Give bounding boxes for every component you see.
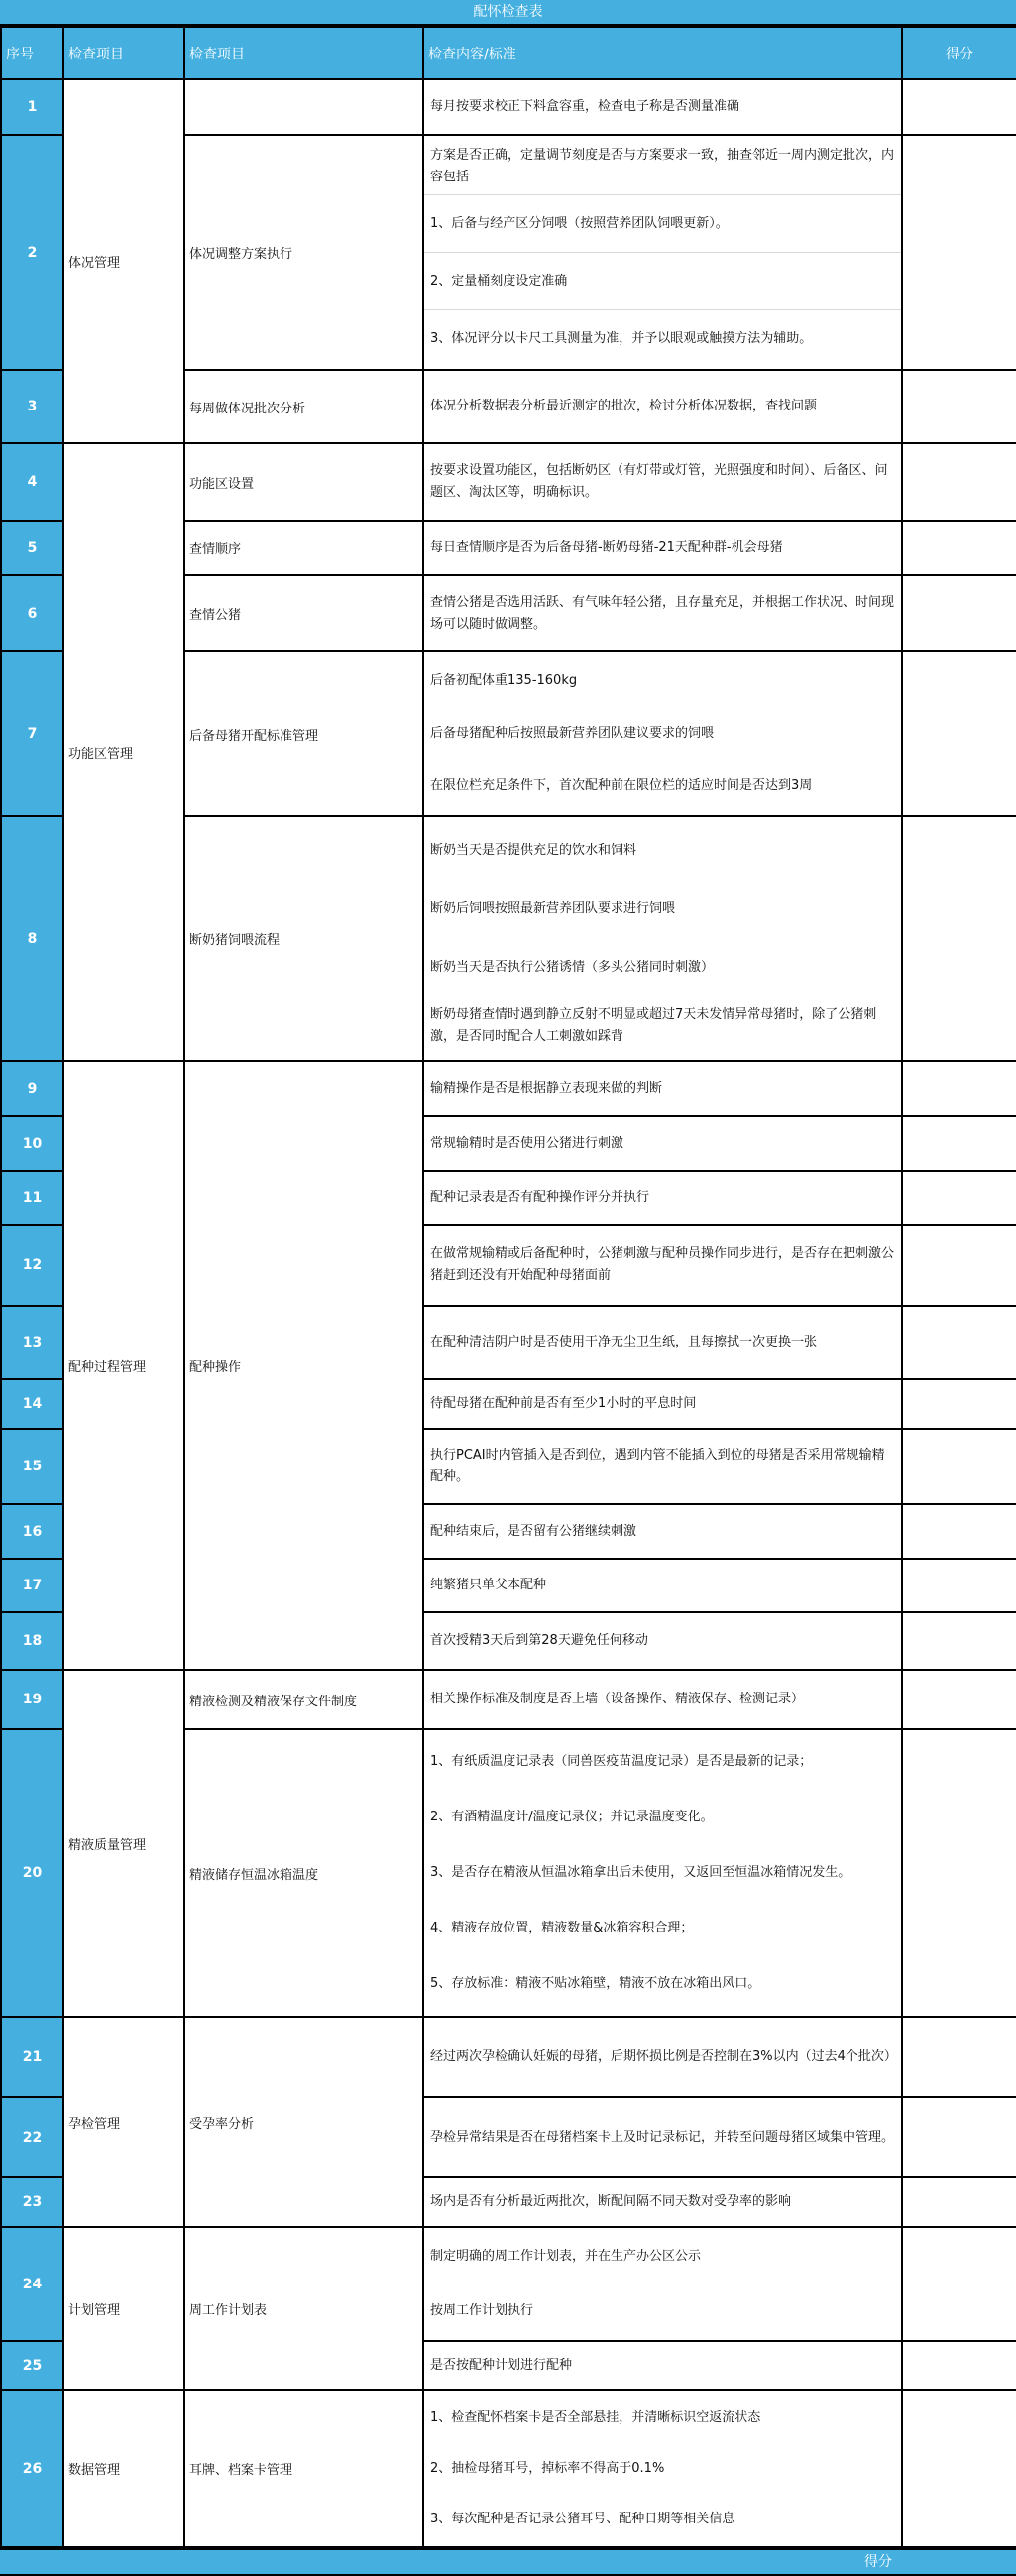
item-cell: 功能区设置 bbox=[184, 443, 423, 521]
content-cell bbox=[423, 575, 902, 651]
row-number: 26 bbox=[1, 2390, 63, 2547]
content-cell bbox=[423, 2017, 902, 2097]
content-line: 配种记录表是否有配种操作评分并执行 bbox=[430, 1190, 650, 1205]
content-cell bbox=[423, 1559, 902, 1612]
row-number: 20 bbox=[1, 1729, 63, 2017]
header-row bbox=[1, 27, 1016, 79]
category-cell: 数据管理 bbox=[63, 2390, 184, 2547]
content-cell bbox=[423, 651, 902, 816]
content-line: 断奶当天是否执行公猪诱情（多头公猪同时刺激） bbox=[430, 960, 715, 975]
score-cell[interactable] bbox=[902, 521, 1016, 575]
category-cell: 体况管理 bbox=[63, 79, 184, 443]
row-number: 19 bbox=[1, 1670, 63, 1729]
content-line: 待配母猪在配种前是否有至少1小时的平息时间 bbox=[430, 1396, 697, 1411]
score-cell[interactable] bbox=[902, 443, 1016, 521]
content-line: 场内是否有分析最近两批次，断配间隔不同天数对受孕率的影响 bbox=[430, 2194, 792, 2209]
score-cell[interactable] bbox=[902, 1225, 1016, 1306]
content-line: 常规输精时是否使用公猪进行刺激 bbox=[430, 1135, 624, 1151]
row-number: 7 bbox=[1, 651, 63, 816]
content-line: 后备母猪配种后按照最新营养团队建议要求的饲喂 bbox=[430, 726, 715, 741]
content-line: 5、存放标准：精液不贴冰箱壁，精液不放在冰箱出风口。 bbox=[430, 1976, 761, 1991]
score-cell[interactable] bbox=[902, 1559, 1016, 1612]
category-cell: 精液质量管理 bbox=[63, 1670, 184, 2017]
row-number: 18 bbox=[1, 1612, 63, 1670]
header-content: 检查内容/标准 bbox=[423, 27, 902, 79]
category-cell: 配种过程管理 bbox=[63, 1061, 184, 1670]
content-cell bbox=[423, 1429, 902, 1504]
content-line: 1、有纸质温度记录表（同兽医疫苗温度记录）是否是最新的记录； bbox=[430, 1754, 813, 1769]
header-score: 得分 bbox=[902, 27, 1016, 79]
row-number: 24 bbox=[1, 2227, 63, 2341]
score-cell[interactable] bbox=[902, 1306, 1016, 1379]
row-number: 11 bbox=[1, 1171, 63, 1225]
sheet-title: 配怀检查表 bbox=[0, 0, 1016, 26]
row-number: 17 bbox=[1, 1559, 63, 1612]
row-number: 16 bbox=[1, 1504, 63, 1559]
item-cell: 查情公猪 bbox=[184, 575, 423, 651]
score-cell[interactable] bbox=[902, 135, 1016, 370]
row-number: 8 bbox=[1, 816, 63, 1061]
content-line: 2、有酒精温度计/温度记录仪；并记录温度变化。 bbox=[430, 1810, 714, 1824]
header-item: 检查项目 bbox=[184, 27, 423, 79]
table-body bbox=[1, 79, 1016, 2547]
score-cell[interactable] bbox=[902, 575, 1016, 651]
content-cell bbox=[423, 1670, 902, 1729]
score-cell[interactable] bbox=[902, 816, 1016, 1061]
item-cell: 每周做体况批次分析 bbox=[184, 370, 423, 443]
score-cell[interactable] bbox=[902, 1670, 1016, 1729]
content-line: 按要求设置功能区，包括断奶区（有灯带或灯管，光照强度和时间）、后备区、问题区、淘汰区等，明确标识。 bbox=[430, 463, 888, 500]
content-cell bbox=[423, 370, 902, 443]
content-cell bbox=[423, 1116, 902, 1171]
score-cell[interactable] bbox=[902, 1504, 1016, 1559]
content-line: 在配种清洁阴户时是否使用干净无尘卫生纸，且每擦拭一次更换一张 bbox=[430, 1335, 818, 1349]
content-cell bbox=[423, 2177, 902, 2227]
row-number: 21 bbox=[1, 2017, 63, 2097]
row-number: 1 bbox=[1, 79, 63, 135]
content-cell bbox=[423, 1504, 902, 1559]
content-line: 输精操作是否是根据静立表现来做的判断 bbox=[430, 1081, 663, 1096]
item-cell: 耳牌、档案卡管理 bbox=[184, 2390, 423, 2547]
table-row bbox=[1, 2390, 1016, 2547]
content-line: 每月按要求校正下料盒容重，检查电子称是否测量准确 bbox=[430, 99, 740, 114]
row-number: 25 bbox=[1, 2341, 63, 2390]
content-line: 孕检异常结果是否在母猪档案卡上及时记录标记，并转至问题母猪区域集中管理。 bbox=[430, 2129, 895, 2145]
content-line: 断奶母猪查情时遇到静立反射不明显或超过7天未发情异常母猪时，除了公猪刺激，是否同时配合人工刺激如踩背 bbox=[430, 1007, 877, 1044]
content-cell bbox=[423, 2390, 902, 2547]
content-cell bbox=[423, 2341, 902, 2390]
content-cell bbox=[423, 135, 902, 370]
score-cell[interactable] bbox=[902, 79, 1016, 135]
header-category: 检查项目 bbox=[63, 27, 184, 79]
content-line: 查情公猪是否选用活跃、有气味年轻公猪，且存量充足，并根据工作状况、时间现场可以随时做调整。 bbox=[430, 594, 895, 632]
score-cell[interactable] bbox=[902, 2227, 1016, 2341]
item-cell: 断奶猪饲喂流程 bbox=[184, 816, 423, 1061]
row-number: 4 bbox=[1, 443, 63, 521]
content-cell bbox=[423, 1612, 902, 1670]
item-cell: 查情顺序 bbox=[184, 521, 423, 575]
row-number: 12 bbox=[1, 1225, 63, 1306]
content-line: 3、体况评分以卡尺工具测量为准，并予以眼观或触摸方法为辅助。 bbox=[424, 309, 901, 367]
content-line: 制定明确的周工作计划表，并在生产办公区公示 bbox=[430, 2249, 702, 2264]
row-number: 6 bbox=[1, 575, 63, 651]
content-line: 3、每次配种是否记录公猪耳号、配种日期等相关信息 bbox=[430, 2511, 735, 2526]
content-line: 3、是否存在精液从恒温冰箱拿出后未使用，又返回至恒温冰箱情况发生。 bbox=[430, 1865, 851, 1880]
content-cell bbox=[423, 1171, 902, 1225]
category-cell: 计划管理 bbox=[63, 2227, 184, 2390]
content-line: 1、检查配怀档案卡是否全部悬挂，并清晰标识空返流状态 bbox=[430, 2409, 761, 2425]
content-cell bbox=[423, 816, 902, 1061]
content-cell bbox=[423, 1306, 902, 1379]
table-row bbox=[1, 1061, 1016, 1116]
content-cell bbox=[423, 1061, 902, 1116]
row-number: 15 bbox=[1, 1429, 63, 1504]
item-cell: 受孕率分析 bbox=[184, 2017, 423, 2227]
category-cell: 功能区管理 bbox=[63, 443, 184, 1061]
content-line: 每日查情顺序是否为后备母猪-断奶母猪-21天配种群-机会母猪 bbox=[430, 539, 783, 555]
score-cell[interactable] bbox=[902, 2390, 1016, 2547]
category-cell: 孕检管理 bbox=[63, 2017, 184, 2227]
row-number: 5 bbox=[1, 521, 63, 575]
table-row bbox=[1, 2017, 1016, 2097]
row-number: 14 bbox=[1, 1379, 63, 1429]
score-cell[interactable] bbox=[902, 1612, 1016, 1670]
footer-score-label: 得分 bbox=[864, 2554, 892, 2570]
content-line: 配种结束后，是否留有公猪继续刺激 bbox=[430, 1523, 637, 1539]
score-cell[interactable] bbox=[902, 1116, 1016, 1171]
score-cell[interactable] bbox=[902, 2017, 1016, 2097]
content-line: 在限位栏充足条件下，首次配种前在限位栏的适应时间是否达到3周 bbox=[430, 778, 813, 793]
table-row bbox=[1, 443, 1016, 521]
score-cell[interactable] bbox=[902, 1429, 1016, 1504]
item-cell: 配种操作 bbox=[184, 1061, 423, 1670]
content-line: 体况分析数据表分析最近测定的批次，检讨分析体况数据，查找问题 bbox=[430, 399, 818, 413]
row-number: 22 bbox=[1, 2097, 63, 2177]
score-cell[interactable] bbox=[902, 1171, 1016, 1225]
score-cell[interactable] bbox=[902, 2341, 1016, 2390]
item-cell: 精液检测及精液保存文件制度 bbox=[184, 1670, 423, 1729]
score-cell[interactable] bbox=[902, 2097, 1016, 2177]
table-row bbox=[1, 1670, 1016, 1729]
content-line: 方案是否正确，定量调节刻度是否与方案要求一致，抽查邻近一周内测定批次，内容包括 bbox=[430, 147, 895, 184]
content-line: 断奶后饲喂按照最新营养团队要求进行饲喂 bbox=[430, 901, 676, 916]
content-cell bbox=[423, 1225, 902, 1306]
table-row bbox=[1, 79, 1016, 135]
row-number: 3 bbox=[1, 370, 63, 443]
content-cell bbox=[423, 1379, 902, 1429]
score-cell[interactable] bbox=[902, 1379, 1016, 1429]
row-number: 10 bbox=[1, 1116, 63, 1171]
content-line: 纯繁猪只单父本配种 bbox=[430, 1578, 547, 1592]
row-number: 23 bbox=[1, 2177, 63, 2227]
content-line: 执行PCAI时内管插入是否到位，遇到内管不能插入到位的母猪是否采用常规输精配种。 bbox=[430, 1448, 885, 1484]
content-line: 断奶当天是否提供充足的饮水和饲料 bbox=[430, 843, 637, 858]
content-cell bbox=[423, 79, 902, 135]
table-row bbox=[1, 2227, 1016, 2341]
content-line: 2、抽检母猪耳号，掉标率不得高于0.1% bbox=[430, 2460, 665, 2476]
score-cell[interactable] bbox=[902, 1061, 1016, 1116]
row-number: 2 bbox=[1, 135, 63, 370]
score-cell[interactable] bbox=[902, 1729, 1016, 2017]
content-line: 按周工作计划执行 bbox=[430, 2303, 534, 2318]
item-cell: 后备母猪开配标准管理 bbox=[184, 651, 423, 816]
content-cell bbox=[423, 2097, 902, 2177]
score-cell[interactable] bbox=[902, 651, 1016, 816]
item-cell: 精液储存恒温冰箱温度 bbox=[184, 1729, 423, 2017]
item-cell: 周工作计划表 bbox=[184, 2227, 423, 2390]
content-line: 首次授精3天后到第28天避免任何移动 bbox=[430, 1633, 648, 1648]
content-line: 是否按配种计划进行配种 bbox=[430, 2357, 573, 2373]
content-line: 1、后备与经产区分饲喂（按照营养团队饲喂更新）。 bbox=[424, 194, 901, 252]
row-number: 13 bbox=[1, 1306, 63, 1379]
content-line: 2、定量桶刻度设定准确 bbox=[424, 252, 901, 309]
content-cell bbox=[423, 443, 902, 521]
item-cell: 体况调整方案执行 bbox=[184, 135, 423, 370]
content-line: 在做常规输精或后备配种时，公猪刺激与配种员操作同步进行，是否存在把刺激公猪赶到还没有开始配种母猪面前 bbox=[430, 1246, 895, 1283]
item-cell bbox=[184, 79, 423, 135]
content-line: 经过两次孕检确认妊娠的母猪，后期怀损比例是否控制在3%以内（过去4个批次） bbox=[430, 2049, 897, 2064]
header-no: 序号 bbox=[1, 27, 63, 79]
content-line: 相关操作标准及制度是否上墙（设备操作、精液保存、检测记录） bbox=[430, 1692, 805, 1706]
inspection-table bbox=[0, 26, 1016, 2548]
score-cell[interactable] bbox=[902, 370, 1016, 443]
row-number: 9 bbox=[1, 1061, 63, 1116]
score-footer bbox=[0, 2548, 1016, 2576]
content-cell bbox=[423, 2227, 902, 2341]
content-line: 后备初配体重135-160kg bbox=[430, 673, 578, 688]
score-cell[interactable] bbox=[902, 2177, 1016, 2227]
content-cell bbox=[423, 521, 902, 575]
content-line: 4、精液存放位置，精液数量&冰箱容积合理； bbox=[430, 1921, 694, 1935]
content-cell bbox=[423, 1729, 902, 2017]
